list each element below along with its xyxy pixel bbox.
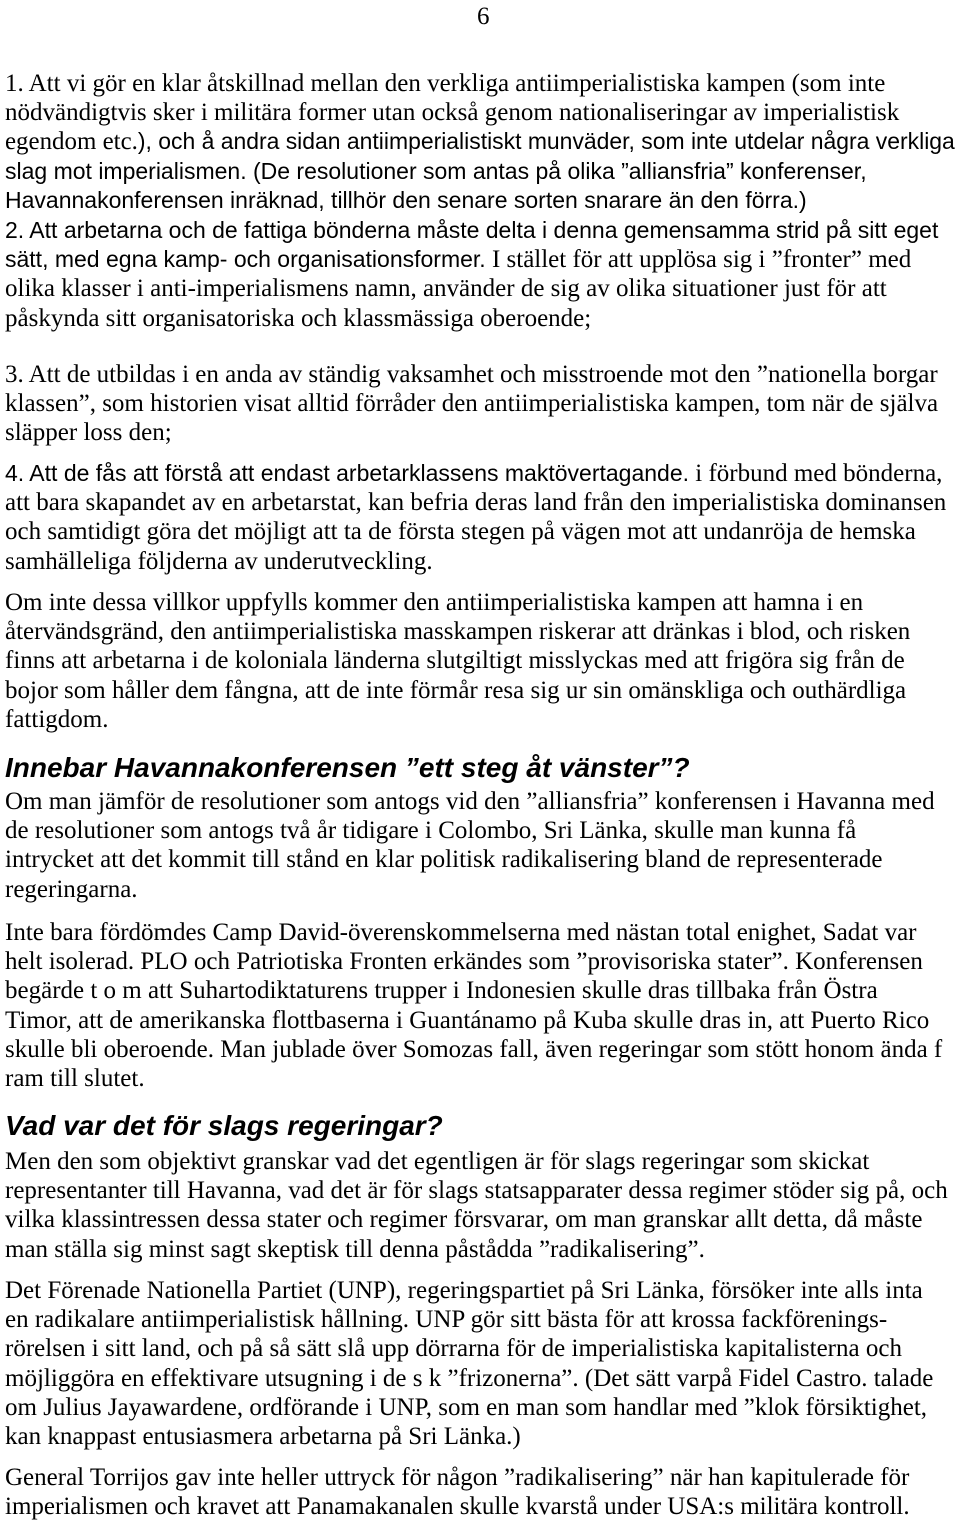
list-item-3 [5,360,955,448]
text-line: Om inte dessa villkor uppfylls kommer den antiimperialistiska kampen att hamna i en [5,589,864,616]
text-line: en radikalare antiimperialistisk hållning. UNP gör sitt bästa för att krossa fackförenings- [5,1306,888,1334]
text-line: de resolutioner som antogs två år tidigare i Colombo, Sri Länka, skulle man kunna få [5,817,857,845]
list-item-1 [5,69,955,215]
text-line: kan knappast entusiasmera arbetarna på Sri Länka.) [5,1422,521,1450]
text-line: rörelsen i sitt land, och på så sätt slå upp dörrarna för de imperialistiska kapitalisterna och [5,1335,902,1363]
paragraph [5,1147,955,1264]
paragraph-conditions [5,588,955,734]
section-heading: Innebar Havannakonferensen ”ett steg åt vänster”? [5,752,690,783]
text-line: representanter till Havanna, vad det är för slags statsapparater dessa regimer stöder sig på, och [5,1177,948,1205]
text-line: Om man jämför de resolutioner som antogs vid den ”alliansfria” konferensen i Havanna med [5,788,935,815]
text-line: Det Förenade Nationella Partiet (UNP), regeringspartiet på Sri Länka, försöker inte alls inta [5,1277,923,1304]
text-segment: egendom etc. [5,128,138,156]
text-line: slag mot imperialismen. (De resolutioner som antas på olika ”alliansfria” konferenser, [5,157,867,184]
paragraph [5,918,955,1093]
text-segment: I stället för att upplösa sig i ”fronter” med [485,246,912,274]
text-line: 2. Att arbetarna och de fattiga bönderna måste delta i denna gemensamma strid på sitt eget [5,217,939,243]
text-line: påskynda sitt organisatoriska och klassmässiga oberoende; [5,304,592,332]
text-line: imperialismen och kravet att Panamakanalen skulle kvarstå under USA:s militära kontroll. [5,1493,910,1521]
paragraph [5,1463,955,1521]
text-line: klassen”, som historien visat alltid förråder den antiimperialistiska kampen, tom när de själva [5,390,939,418]
text-line: fattigdom. [5,705,109,733]
text-line: Men den som objektivt granskar vad det egentligen är för slags regeringar som skickat [5,1148,870,1175]
text-line: att bara skapandet av en arbetarstat, kan befria deras land från den imperialistiska dominansen [5,489,947,517]
text-line: intrycket att det kommit till stånd en klar politisk radikalisering bland de representerade [5,846,883,874]
text-line: man ställa sig minst sagt skeptisk till denna påstådda ”radikalisering”. [5,1235,705,1263]
text-line: ram till slutet. [5,1064,145,1092]
text-line: helt isolerad. PLO och Patriotiska Fronten erkändes som ”provisoriska stater”. Konferensen [5,948,923,976]
text-line: och samtidigt göra det möjligt att ta de första stegen på vägen mot att undanröja de hemska [5,518,916,546]
page-number: 6 [477,3,490,30]
text-line: Inte bara fördömdes Camp David-överenskommelserna med nästan total enighet, Sadat var [5,919,917,946]
text-line: släpper loss den; [5,419,172,447]
text-line [5,127,955,156]
text-line: 3. Att de utbildas i en anda av ständig vaksamhet och misstroende mot den ”nationella borgar [5,361,938,388]
text-line: bojor som håller dem fångna, att de inte förmår resa sig ur sin omänskliga och outhärdliga [5,676,907,704]
text-line: samhälleliga följderna av underutveckling. [5,547,433,575]
text-line: nödvändigtvis sker i militära former utan också genom nationaliseringar av imperialistisk [5,99,900,127]
text-segment: sätt, med egna kamp- och organisationsformer. [5,246,486,273]
text-line: Timor, att de amerikanska flottbaserna i Guantánamo på Kuba skulle dras in, att Puerto Rico [5,1006,930,1034]
list-item-4 [5,459,955,576]
text-line: återvändsgränd, den antiimperialistiska masskampen riskerar att dränkas i blod, och risken [5,618,911,646]
text-line: 1. Att vi gör en klar åtskillnad mellan den verkliga antiimperialistiska kampen (som inte [5,70,886,97]
paragraph [5,1276,955,1451]
list-item-2 [5,216,955,333]
text-line: begärde t o m att Suhartodiktaturens trupper i Indonesien skulle dras tillbaka från Östra [5,977,878,1005]
text-segment: 4. Att de fås att förstå att endast arbetarklassens maktövertagande. [5,460,690,486]
text-line: General Torrijos gav inte heller uttryck för någon ”radikalisering” när han kapitulerade för [5,1464,910,1491]
text-line: regeringarna. [5,875,138,903]
text-segment: i förbund med bönderna, [689,460,943,487]
text-line: finns att arbetarna i de koloniala länderna slutgiltigt misslyckas med att frigöra sig från de [5,647,905,675]
text-segment: ), och å andra sidan antiimperialistiskt munväder, som inte utdelar några verkliga [137,128,955,155]
text-line: om Julius Jayawardene, ordförande i UNP, som en man som handlar med ”klok försiktighet, [5,1393,928,1421]
paragraph [5,787,955,904]
text-line: olika klasser i anti-imperialismens namn, använder de sig av olika situationer just för att [5,275,887,303]
text-line [5,245,955,274]
text-line: Havannakonferensen inräknad, tillhör den senare sorten snarare än den förra.) [5,186,807,213]
text-line: vilka klassintressen dessa stater och regimer försvarar, om man granskar allt detta, då måste [5,1206,923,1234]
section-heading: Vad var det för slags regeringar? [5,1110,443,1141]
text-line: möjliggöra en effektivare utsugning i de s k ”frizonerna”. (Det sätt varpå Fidel Castro. talade [5,1364,934,1392]
text-line: skulle bli oberoende. Man jublade över Somozas fall, även regeringar som stött honom ända f [5,1035,943,1063]
text-line [5,459,955,488]
